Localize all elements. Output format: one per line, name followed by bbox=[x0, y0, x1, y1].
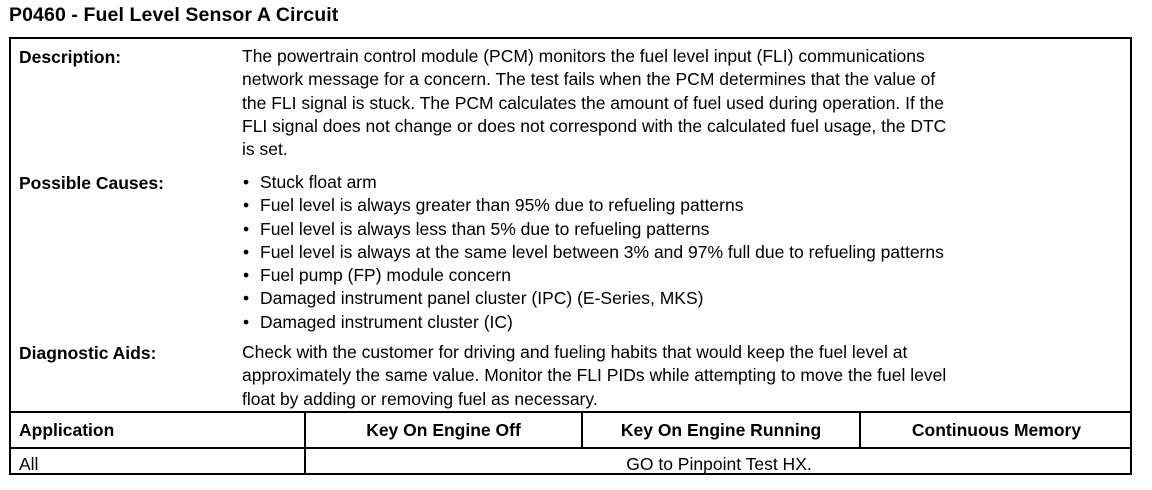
cause-text: Damaged instrument panel cluster (IPC) (E-Series, MKS) bbox=[260, 288, 704, 309]
description-text bbox=[242, 45, 946, 161]
description-line: The powertrain control module (PCM) monitors the fuel level input (FLI) communications bbox=[242, 46, 925, 66]
diagnostic-aids-text bbox=[242, 341, 946, 411]
list-item bbox=[242, 311, 944, 334]
description-label: Description: bbox=[19, 47, 122, 67]
diagnostic-aids-line: Check with the customer for driving and fueling habits that would keep the fuel level at bbox=[242, 342, 908, 362]
column-header-application: Application bbox=[19, 420, 115, 440]
diagnostic-aids-line: approximately the same value. Monitor the FLI PIDs while attempting to move the fuel level bbox=[242, 365, 947, 386]
pinpoint-test-link[interactable]: GO to Pinpoint Test HX. bbox=[626, 454, 812, 474]
list-item bbox=[242, 171, 944, 194]
column-header-key-on-engine-running: Key On Engine Running bbox=[620, 420, 822, 440]
possible-causes-label: Possible Causes: bbox=[19, 173, 164, 193]
description-line: FLI signal does not change or does not correspond with the calculated fuel usage, the DTC bbox=[242, 115, 947, 136]
column-header-key-on-engine-off: Key On Engine Off bbox=[366, 420, 521, 440]
bullet-icon: • bbox=[243, 265, 250, 286]
dtc-info-table bbox=[9, 37, 1132, 475]
list-item bbox=[242, 194, 944, 217]
bullet-icon: • bbox=[243, 218, 250, 239]
bullet-icon: • bbox=[243, 195, 250, 216]
description-line: the FLI signal is stuck. The PCM calculates the amount of fuel used during operation. If the bbox=[242, 92, 945, 113]
list-item bbox=[242, 241, 944, 264]
table-row-divider bbox=[11, 447, 1130, 449]
description-line: is set. bbox=[242, 139, 288, 160]
table-top-divider bbox=[11, 411, 1130, 413]
description-line: network message for a concern. The test fails when the PCM determines that the value of bbox=[242, 69, 936, 90]
cause-text: Stuck float arm bbox=[260, 172, 377, 192]
page-title: P0460 - Fuel Level Sensor A Circuit bbox=[9, 4, 339, 26]
cause-text: Fuel pump (FP) module concern bbox=[260, 265, 511, 286]
bullet-icon: • bbox=[243, 311, 250, 332]
bullet-icon: • bbox=[243, 241, 250, 262]
table-cell-application: All bbox=[19, 454, 39, 474]
diagnostic-aids-label: Diagnostic Aids: bbox=[19, 343, 157, 363]
bullet-icon: • bbox=[243, 172, 250, 192]
list-item bbox=[242, 218, 944, 241]
cause-text: Fuel level is always less than 5% due to refueling patterns bbox=[260, 218, 710, 239]
cause-text: Fuel level is always greater than 95% due to refueling patterns bbox=[260, 195, 744, 216]
list-item bbox=[242, 287, 944, 310]
diagnostic-aids-line: float by adding or removing fuel as necessary. bbox=[242, 388, 598, 409]
list-item bbox=[242, 264, 944, 287]
cause-text: Fuel level is always at the same level between 3% and 97% full due to refueling patterns bbox=[260, 241, 944, 262]
bullet-icon: • bbox=[243, 288, 250, 309]
column-header-continuous-memory: Continuous Memory bbox=[911, 420, 1082, 440]
possible-causes-list bbox=[242, 171, 944, 334]
cause-text: Damaged instrument cluster (IC) bbox=[260, 311, 513, 332]
